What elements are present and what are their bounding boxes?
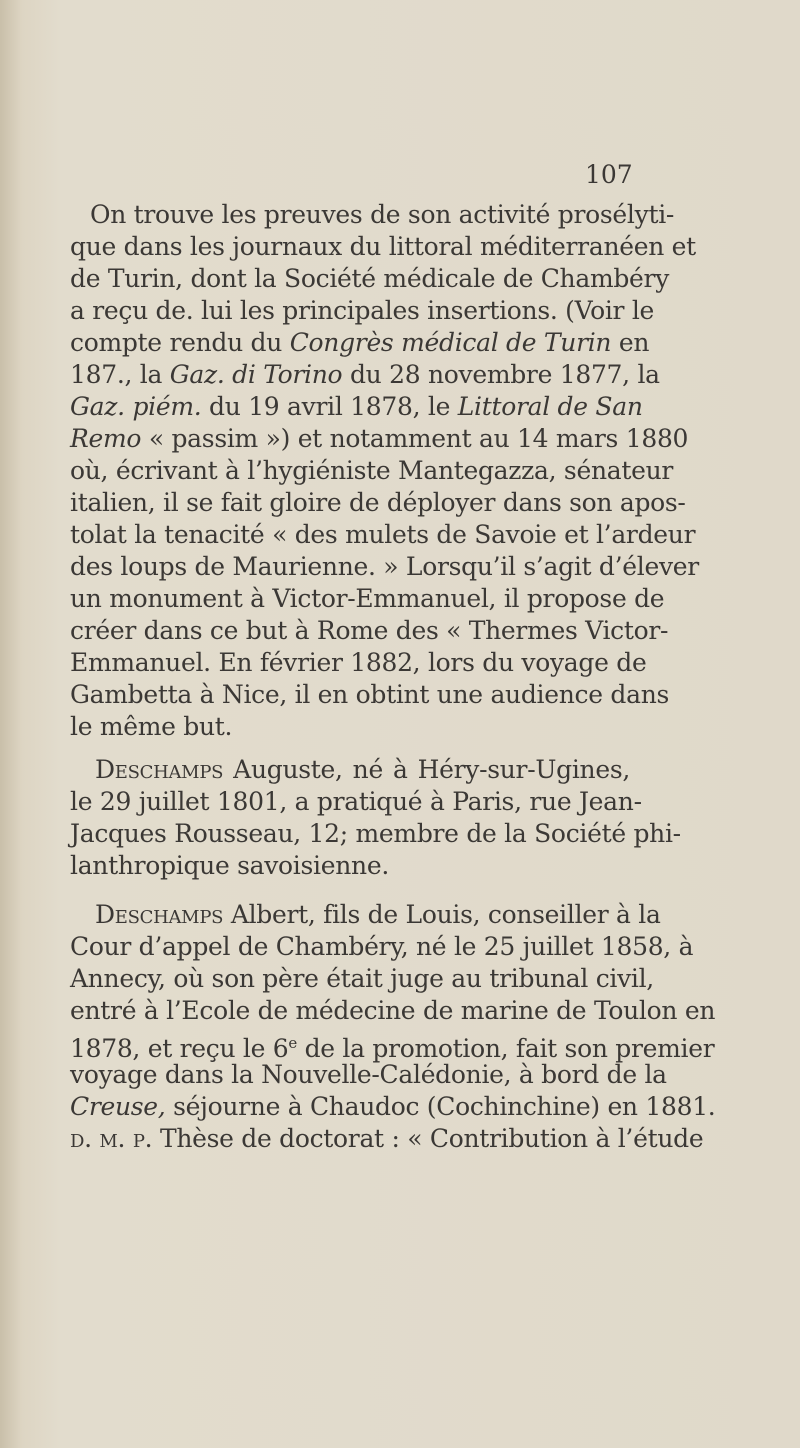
text-segment: « passim ») et notamment au 14 mars 1880 <box>141 424 689 453</box>
text-segment: 187., la <box>70 360 170 389</box>
abbreviation: d. m. p. <box>70 1124 153 1153</box>
text-line: italien, il se fait gloire de déployer dans son apos- <box>70 488 686 517</box>
text-line: des loups de Maurienne. » Lorsqu’il s’agit d’élever <box>70 552 699 581</box>
text-line <box>95 899 661 931</box>
text-line: créer dans ce but à Rome des « Thermes Victor- <box>70 616 669 645</box>
text-line: lanthropique savoisienne. <box>70 851 389 880</box>
text-line: de Turin, dont la Société médicale de Chambéry <box>70 264 670 293</box>
text-line: entré à l’Ecole de médecine de marine de Toulon en <box>70 996 716 1025</box>
text-line <box>70 1123 704 1155</box>
text-segment: de la promotion, fait son premier <box>296 1034 715 1063</box>
text-line: Jacques Rousseau, 12; membre de la Société phi- <box>70 819 681 848</box>
superscript: e <box>288 1034 297 1052</box>
ship-name: Creuse, <box>70 1092 166 1121</box>
text-line: que dans les journaux du littoral méditerranéen et <box>70 232 696 261</box>
text-line: Emmanuel. En février 1882, lors du voyage de <box>70 648 647 677</box>
text-segment: en <box>611 328 650 357</box>
text-segment: 1878, et reçu le 6 <box>70 1034 289 1063</box>
text-line <box>70 327 650 359</box>
text-line <box>70 391 643 423</box>
text-line <box>70 1091 716 1123</box>
text-line: Annecy, où son père était juge au tribunal civil, <box>70 964 654 993</box>
text-line: a reçu de. lui les principales insertions. (Voir le <box>70 296 655 325</box>
page-number: 107 <box>585 160 633 189</box>
text-segment: Thèse de doctorat : « Contribution à l’étude <box>152 1124 704 1153</box>
text-line <box>70 1027 715 1063</box>
text-segment: Albert, fils de Louis, conseiller à la <box>223 900 661 929</box>
text-segment: séjourne à Chaudoc (Cochinchine) en 1881. <box>165 1092 716 1121</box>
text-line: Gambetta à Nice, il en obtint une audience dans <box>70 680 670 709</box>
text-line: le 29 juillet 1801, a pratiqué à Paris, rue Jean- <box>70 787 642 816</box>
italic-title: Congrès médical de Turin <box>289 328 612 357</box>
text-line <box>70 423 689 455</box>
surname: Deschamps <box>95 900 224 929</box>
italic-title: Littoral de San <box>457 392 643 421</box>
text-line: On trouve les preuves de son activité prosélyti- <box>90 200 675 229</box>
text-line: un monument à Victor-Emmanuel, il propose de <box>70 584 665 613</box>
text-line: le même but. <box>70 712 233 741</box>
text-line: où, écrivant à l’hygiéniste Mantegazza, sénateur <box>70 456 674 485</box>
text-line <box>95 754 630 786</box>
italic-title: Gaz. di Torino <box>169 360 343 389</box>
text-segment: du 28 novembre 1877, la <box>342 360 660 389</box>
text-segment: du 19 avril 1878, le <box>201 392 458 421</box>
text-line: Cour d’appel de Chambéry, né le 25 juillet 1858, à <box>70 932 694 961</box>
text-line: voyage dans la Nouvelle-Calédonie, à bord de la <box>70 1060 667 1089</box>
text-segment: compte rendu du <box>70 328 290 357</box>
italic-title: Remo <box>70 424 142 453</box>
italic-title: Gaz. piém. <box>70 392 202 421</box>
text-segment: Auguste, né à Héry-sur-Ugines, <box>223 755 630 784</box>
text-line <box>70 359 660 391</box>
surname: Deschamps <box>95 755 224 784</box>
text-line: tolat la tenacité « des mulets de Savoie et l’ardeur <box>70 520 696 549</box>
